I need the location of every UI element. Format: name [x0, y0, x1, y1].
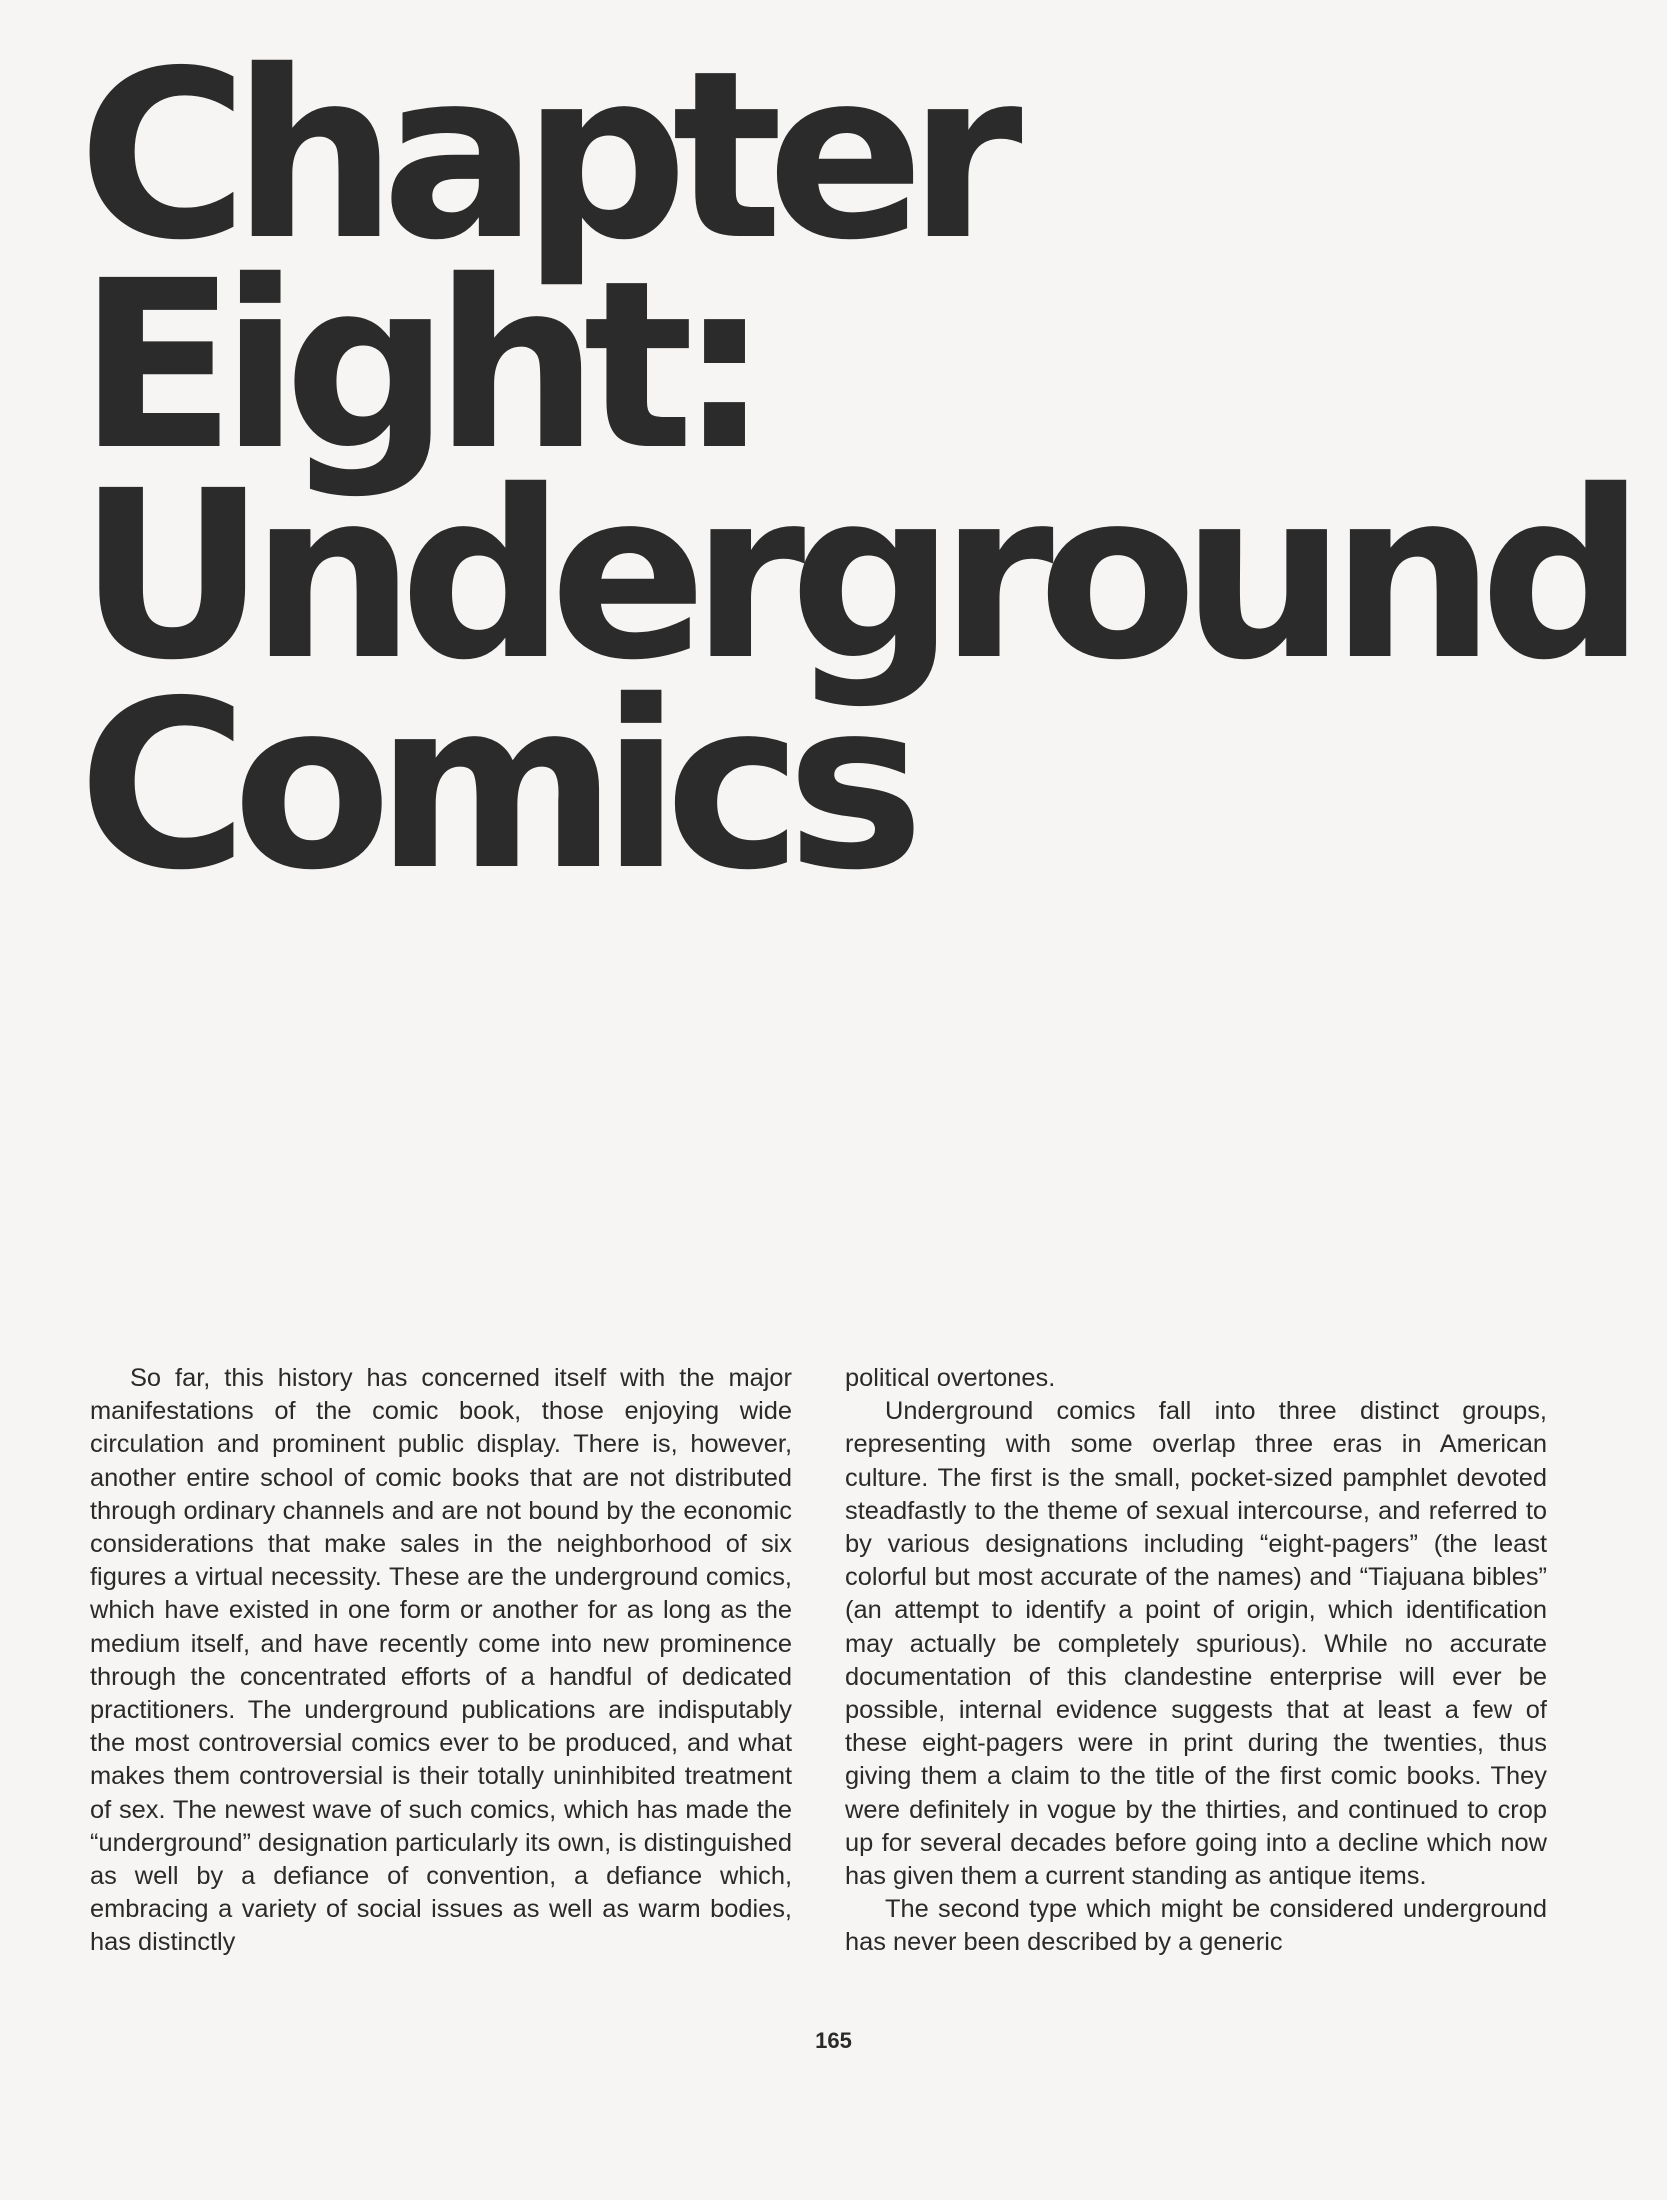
page-number: 165 [815, 2028, 852, 2053]
right-paragraph-continuation: political overtones. [845, 1364, 1056, 1392]
chapter-title-line-3: Underground [78, 441, 1630, 711]
left-paragraph-1: So far, this history has concerned itself with the major manifestations of the comic book, those enjoying wide circulation and prominent public display. There is, however, another entire school of comic books that are not distributed through ordinary channels and are not bound by the economic considerations that make sales in the neighborhood of six figures a virtual necessity. These are the underground comics, which have existed in one form or another for as long as the medium itself, and have recently come into new prominence through the concentrated efforts of a handful of dedicated practitioners. The underground publications are indisputably the most controversial comics ever to be produced, and what makes them controversial is their totally uninhibited treatment of sex. The newest wave of such comics, which has made the “underground” designation particularly its own, is distinguished as well by a defiance of convention, a defiance which, embracing a variety of social issues as well as warm bodies, has distinctly [90, 1364, 792, 1957]
chapter-title-line-1: Chapter [78, 21, 1007, 291]
right-paragraph-1: Underground comics fall into three distinct groups, representing with some overlap three eras in American culture. The first is the small, pocket-sized pamphlet devoted steadfastly to the theme of sexual intercourse, and referred to by various designations including “eight-pagers” (the least colorful but most accurate of the names) and “Tiajuana bibles” (an attempt to identify a point of origin, which identification may actually be completely spurious). While no accurate documentation of this clandestine enterprise will ever be possible, internal evidence suggests that at least a few of these eight-pagers were in print during the twenties, thus giving them a claim to the title of the first comic books. They were definitely in vogue by the thirties, and continued to crop up for several decades before going into a decline which now has given them a current standing as antique items. [845, 1397, 1547, 1891]
left-text-column [90, 1362, 792, 1960]
chapter-title-line-4: Comics [78, 651, 909, 921]
right-paragraph-2: The second type which might be considered underground has never been described by a generic [845, 1895, 1547, 1957]
right-text-column [845, 1362, 1547, 1960]
chapter-title-line-2: Eight: [78, 231, 755, 501]
